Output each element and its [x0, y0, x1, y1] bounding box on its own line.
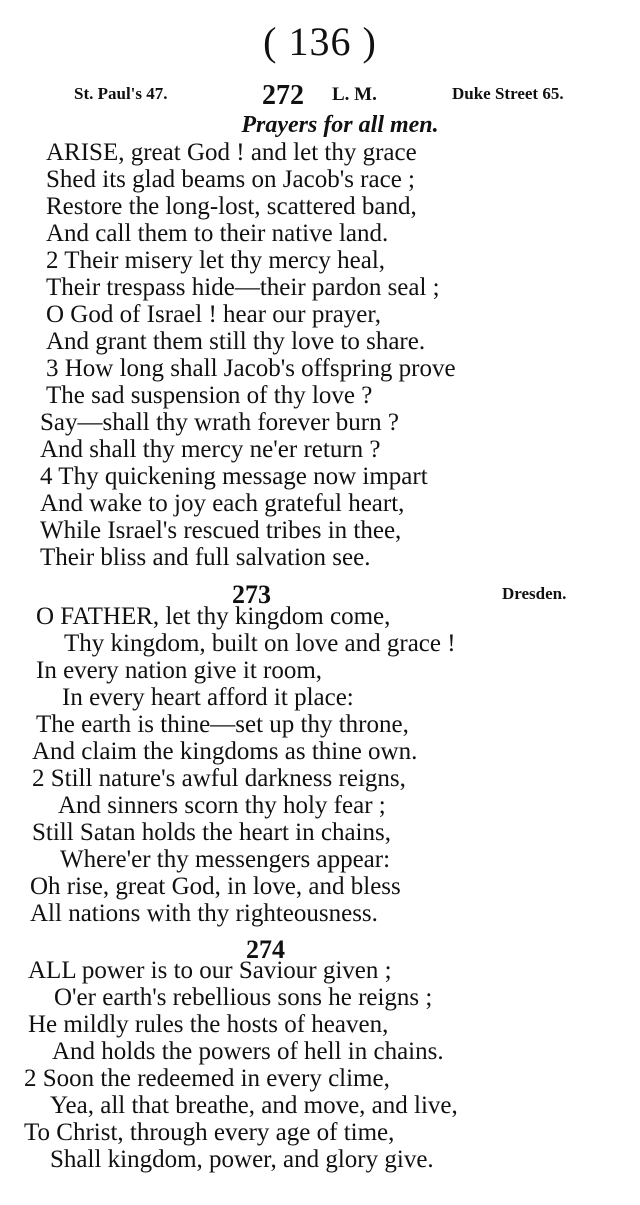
verse-line: Say—shall thy wrath forever burn ?	[40, 409, 399, 436]
verse-line: O God of Israel ! hear our prayer,	[46, 301, 381, 328]
verse-line: 2 Still nature's awful darkness reigns,	[32, 765, 406, 792]
tune-left-272: St. Paul's 47.	[74, 84, 168, 103]
tune-right-272: Duke Street 65.	[452, 84, 564, 103]
verse-line: And call them to their native land.	[46, 220, 389, 247]
verse-line: And wake to joy each grateful heart,	[40, 490, 405, 517]
verse-line: In every heart afford it place:	[62, 684, 354, 711]
verse-line: Shed its glad beams on Jacob's race ;	[46, 166, 415, 193]
verse-line: Where'er thy messengers appear:	[60, 846, 391, 873]
verse-line: Restore the long-lost, scattered band,	[46, 193, 417, 220]
verse-line: O FATHER, let thy kingdom come,	[36, 603, 391, 630]
verse-line: Their bliss and full salvation see.	[40, 544, 371, 571]
verse-line: And sinners scorn thy holy fear ;	[58, 792, 386, 819]
verse-line: ALL power is to our Saviour given ;	[28, 957, 392, 984]
verse-line: 2 Soon the redeemed in every clime,	[24, 1065, 390, 1092]
hymn-number-274: 274	[246, 935, 285, 964]
verse-line: ARISE, great God ! and let thy grace	[46, 139, 417, 166]
verse-line: And shall thy mercy ne'er return ?	[40, 436, 381, 463]
page-number: ( 136 )	[263, 19, 377, 64]
meter-272: L. M.	[332, 84, 377, 105]
verse-line: All nations with thy righteousness.	[30, 900, 378, 927]
hymn-number-272: 272	[262, 80, 304, 111]
verse-line: In every nation give it room,	[36, 657, 323, 684]
verse-line: And grant them still thy love to share.	[46, 328, 426, 355]
verse-line: Shall kingdom, power, and glory give.	[50, 1146, 434, 1173]
verse-line: Still Satan holds the heart in chains,	[32, 819, 391, 846]
hymn-subtitle-272: Prayers for all men.	[241, 112, 439, 138]
tune-right-273: Dresden.	[502, 584, 567, 603]
verse-line: Thy kingdom, built on love and grace !	[64, 630, 456, 657]
verse-line: He mildly rules the hosts of heaven,	[28, 1011, 389, 1038]
verse-line: Their trespass hide—their pardon seal ;	[46, 274, 440, 301]
verse-line: 2 Their misery let thy mercy heal,	[46, 247, 386, 274]
hymn-274-text	[0, 957, 640, 1173]
verse-line: The earth is thine—set up thy throne,	[36, 711, 409, 738]
verse-line: While Israel's rescued tribes in thee,	[40, 517, 402, 544]
hymn-272-text	[0, 139, 640, 571]
hymn-273-text	[0, 603, 640, 927]
verse-line: 3 How long shall Jacob's offspring prove	[46, 355, 456, 382]
verse-line: O'er earth's rebellious sons he reigns ;	[54, 984, 433, 1011]
verse-line: And holds the powers of hell in chains.	[52, 1038, 444, 1065]
verse-line: The sad suspension of thy love ?	[46, 382, 373, 409]
hymn-number-273: 273	[232, 580, 271, 609]
verse-line: Oh rise, great God, in love, and bless	[30, 873, 401, 900]
verse-line: 4 Thy quickening message now impart	[40, 463, 428, 490]
verse-line: And claim the kingdoms as thine own.	[32, 738, 418, 765]
verse-line: To Christ, through every age of time,	[24, 1119, 395, 1146]
verse-line: Yea, all that breathe, and move, and live,	[50, 1092, 458, 1119]
